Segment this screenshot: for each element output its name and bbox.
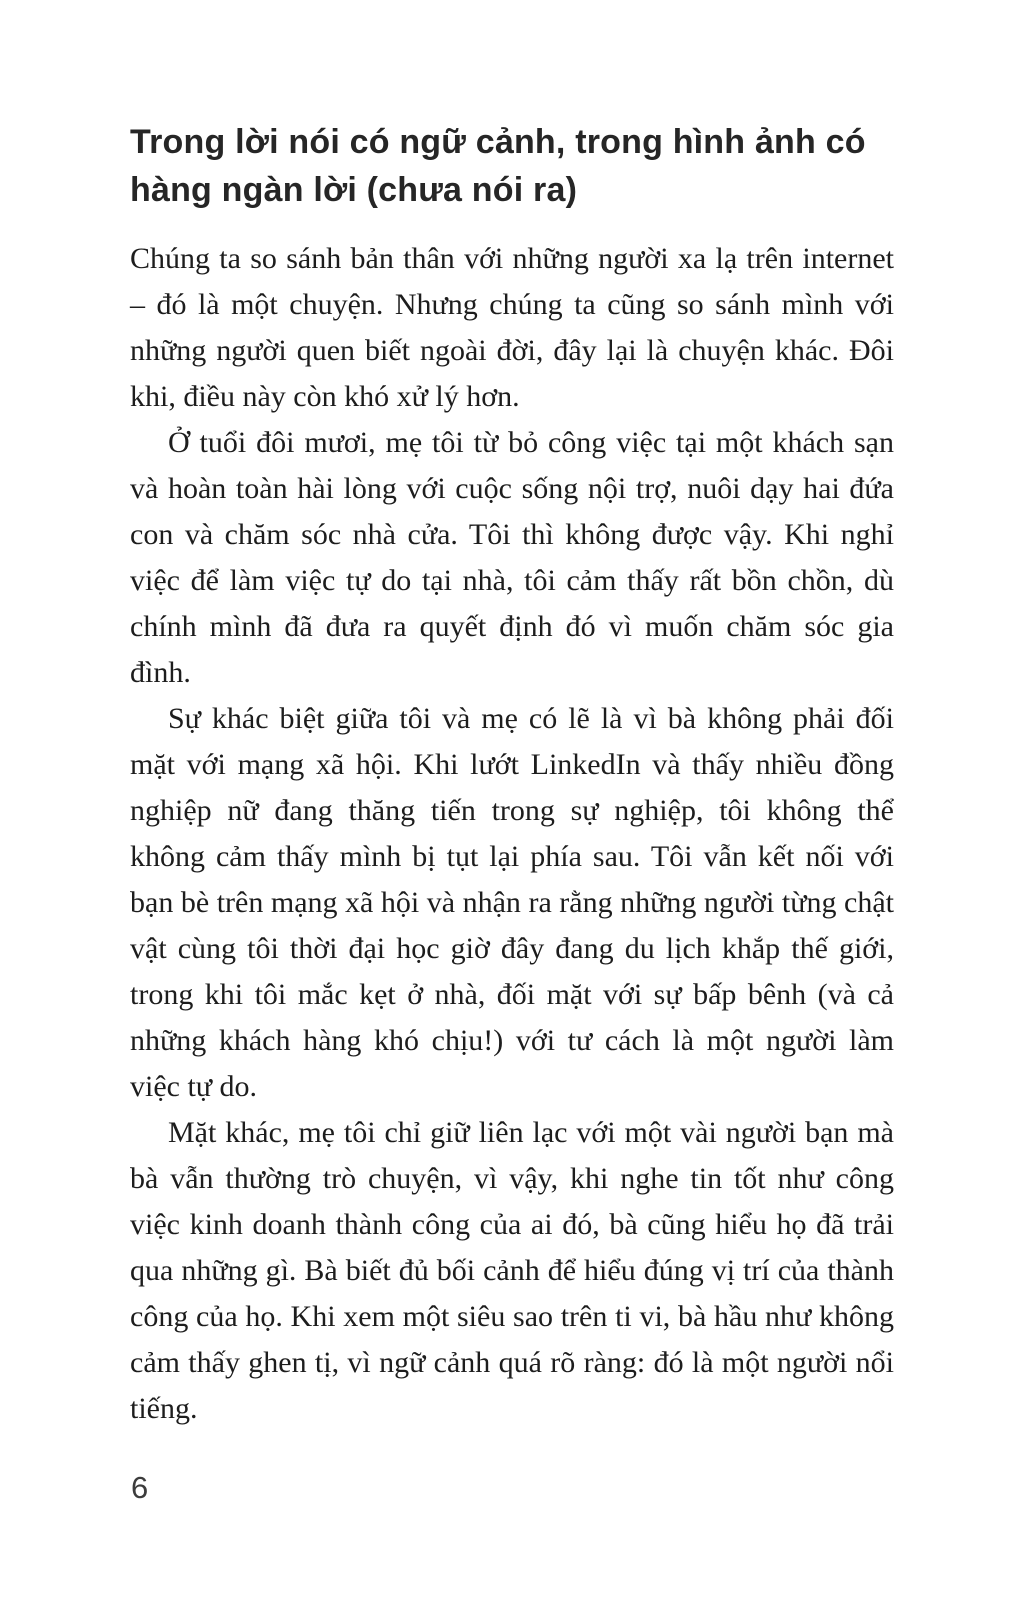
paragraph-4: Mặt khác, mẹ tôi chỉ giữ liên lạc với một vài người bạn mà bà vẫn thường trò chuyện, vì vậy, khi nghe tin tốt như công việc kinh doanh thành công của ai đó, bà cũng hiểu họ đã trải qua những gì. Bà biết đủ bối cảnh để hiểu đúng vị trí của thành công của họ. Khi xem một siêu sao trên ti vi, bà hầu như không cảm thấy ghen tị, vì ngữ cảnh quá rõ ràng: đó là một người nổi tiếng. — [130, 1116, 894, 1425]
paragraph-1: Chúng ta so sánh bản thân với những người xa lạ trên internet – đó là một chuyện. Nhưng chúng ta cũng so sánh mình với những người quen biết ngoài đời, đây lại là chuyện khác. Đôi khi, điều này còn khó xử lý hơn. — [130, 242, 894, 413]
page-number: 6 — [131, 1470, 149, 1505]
paragraph-3: Sự khác biệt giữa tôi và mẹ có lẽ là vì bà không phải đối mặt với mạng xã hội. Khi lướt LinkedIn và thấy nhiều đồng nghiệp nữ đang thăng tiến trong sự nghiệp, tôi không thể không cảm thấy mình bị tụt lại phía sau. Tôi vẫn kết nối với bạn bè trên mạng xã hội và nhận ra rằng những người từng chật vật cùng tôi thời đại học giờ đây đang du lịch khắp thế giới, trong khi tôi mắc kẹt ở nhà, đối mặt với sự bấp bênh (và cả những khách hàng khó chịu!) với tư cách là một người làm việc tự do. — [130, 702, 894, 1103]
paragraph-2: Ở tuổi đôi mươi, mẹ tôi từ bỏ công việc tại một khách sạn và hoàn toàn hài lòng với cuộc sống nội trợ, nuôi dạy hai đứa con và chăm sóc nhà cửa. Tôi thì không được vậy. Khi nghỉ việc để làm việc tự do tại nhà, tôi cảm thấy rất bồn chồn, dù chính mình đã đưa ra quyết định đó vì muốn chăm sóc gia đình. — [130, 426, 894, 689]
page-content — [130, 118, 894, 1432]
section-heading: Trong lời nói có ngữ cảnh, trong hình ảnh có hàng ngàn lời (chưa nói ra) — [130, 123, 866, 209]
